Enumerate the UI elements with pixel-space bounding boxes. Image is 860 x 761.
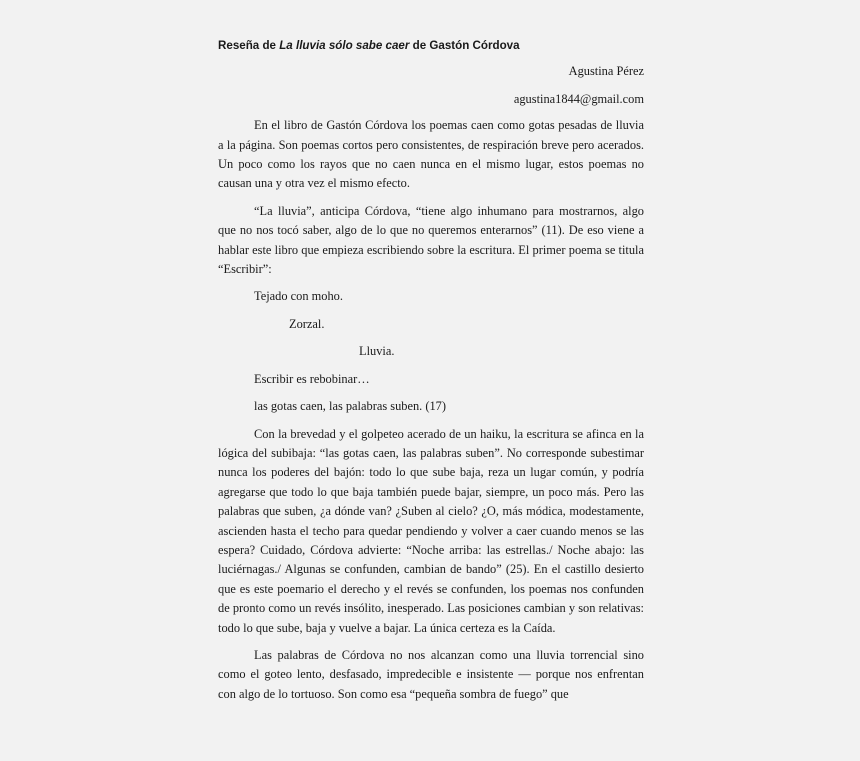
author-name: Agustina Pérez — [568, 64, 644, 79]
document-content — [218, 36, 644, 712]
paragraph-3: Con la brevedad y el golpeteo acerado de un haiku, la escritura se afinca en la lógica del subibaja: “las gotas caen, las palabras suben”. No corresponde subestimar nunca los poderes del bajón: todo lo que sube baja, reza un lugar común, y podría agregarse que todo lo que baja también puede bajar, siempre, un poco más. Pero las palabras que suben, ¿a dónde van? ¿Suben al cielo? ¿O, más módica, modestamente, ascienden hasta el techo para quedar pendiendo y volver a caer cuando menos se las espera? Cuidado, Córdova advierte: “Noche arriba: las estrellas./ Noche abajo: las luciérnagas./ Algunas se confunden, cambian de bando” (25). En el castillo desierto que es este poemario el derecho y el revés se confunden, los poemas nos confunden de pronto como un revés insólito, inesperado. Las posiciones cambian y son relativas: todo lo que sube, baja y vuelve a bajar. La única certeza es la Caída. — [218, 426, 644, 635]
paragraph-1: En el libro de Gastón Córdova los poemas caen como gotas pesadas de lluvia a la página. Son poemas cortos pero consistentes, de respiración breve pero acerados. Un poco como los rayos que no caen nunca en el mismo lugar, estos poemas no causan una y otra vez el mismo efecto. — [218, 118, 644, 191]
author-email: agustina1844@gmail.com — [513, 91, 644, 106]
title-book: La lluvia sólo sabe caer — [279, 39, 410, 52]
title-prefix: Reseña de — [218, 39, 280, 52]
poem-verse-5: las gotas caen, las palabras suben. (17) — [254, 399, 446, 414]
poem-verse-3: Lluvia. — [359, 344, 395, 359]
review-title — [218, 36, 644, 55]
poem-verse-1: Tejado con moho. — [254, 289, 343, 304]
paragraph-4: Las palabras de Córdova no nos alcanzan como una lluvia torrencial sino como el goteo lento, desfasado, impredecible e insistente — porque nos enfrentan con algo de lo tortuoso. Son como esa “pequeña sombra de fuego” que — [218, 647, 644, 701]
poem-verse-2: Zorzal. — [289, 316, 325, 331]
paragraph-2: “La lluvia”, anticipa Córdova, “tiene algo inhumano para mostrarnos, algo que no nos tocó saber, algo de lo que no queremos enterarnos” (11). De eso viene a hablar este libro que empieza escribiendo sobre la escritura. El primer poema se titula “Escribir”: — [218, 203, 644, 277]
title-suffix: de Gastón Córdova — [409, 39, 520, 52]
poem-verse-4: Escribir es rebobinar… — [254, 371, 370, 386]
